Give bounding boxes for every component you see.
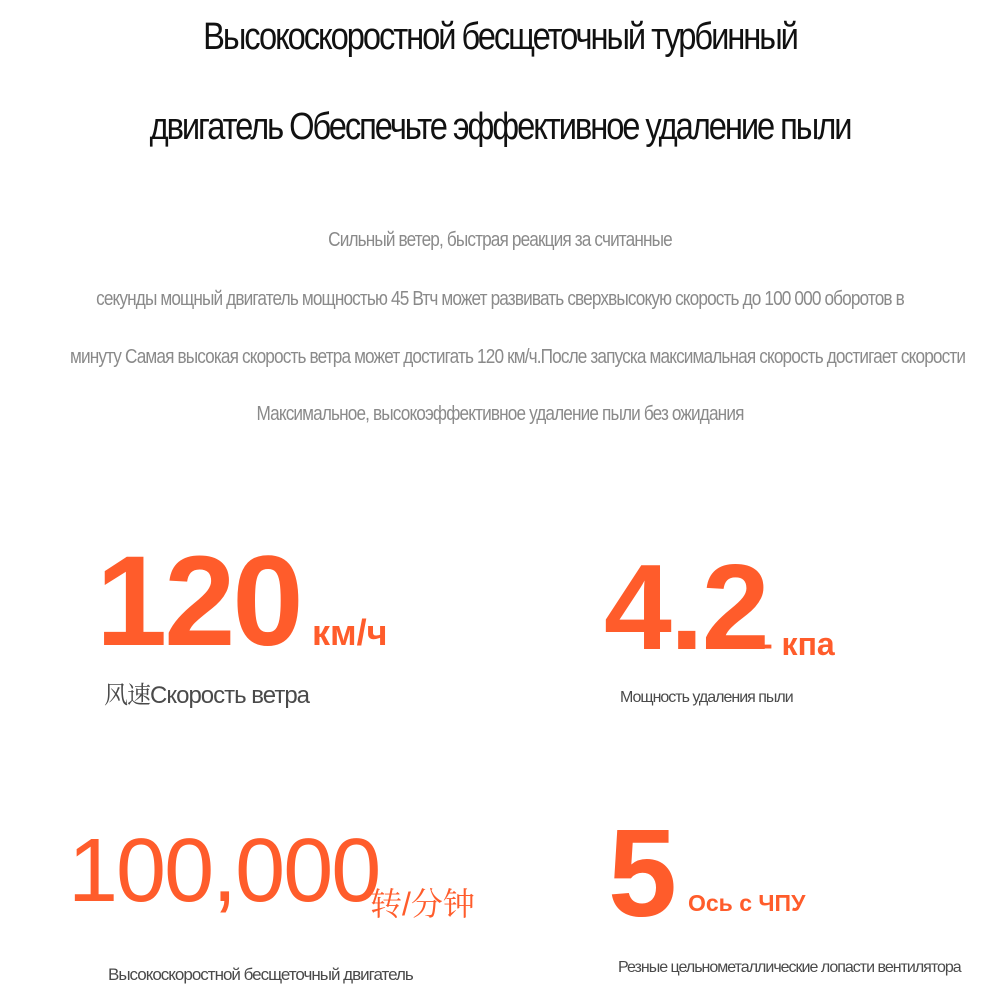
motor-speed-unit: 转/分钟 [370,886,475,922]
blade-axis-label: Ось с ЧПУ [688,890,806,916]
suction-unit: - кпа [762,626,835,662]
title-line-1: Высокоскоростной бесщеточный турбинный [203,16,797,58]
suction-caption: Мощность удаления пыли [620,689,793,706]
description-line-3: минуту Самая высокая скорость ветра может достигать 120 км/ч.После запуска максимальная скорость достигает скорости [70,346,966,368]
motor-speed-value: 100,000 [68,821,380,921]
description-line-2: секунды мощный двигатель мощностью 45 Втч может развивать сверхвысокую скорость до 100 000 оборотов в [96,288,904,310]
description-line-1: Сильный ветер, быстрая реакция за считанные [328,229,672,251]
title-line-2: двигатель Обеспечьте эффективное удаление пыли [149,106,851,148]
wind-speed-caption: 风速Скорость ветра [104,682,310,709]
wind-speed-value: 120 [96,530,301,673]
suction-value: 4.2 [604,539,768,675]
blade-count-value: 5 [608,805,677,943]
motor-speed-caption: Высокоскоростной бесщеточный двигатель [108,965,413,984]
description-line-4: Максимальное, высокоэффективное удаление пыли без ожидания [256,403,744,425]
blade-caption: Резные цельнометаллические лопасти вентилятора [618,959,961,976]
wind-speed-unit: км/ч [312,612,388,653]
